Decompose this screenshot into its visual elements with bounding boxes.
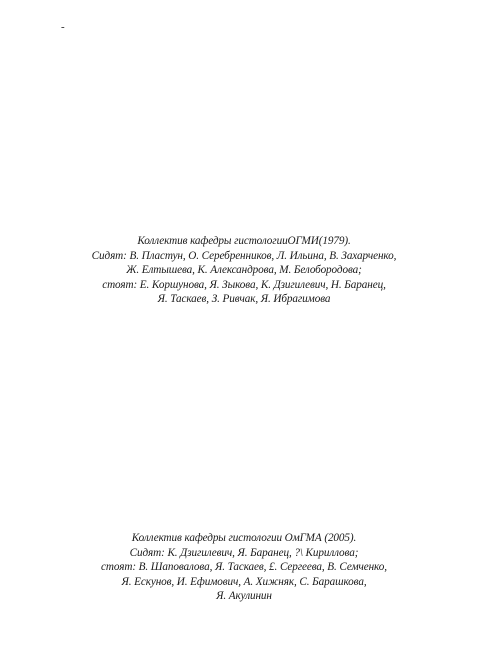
photo-caption-1979 bbox=[0, 234, 488, 307]
caption-line: стоят: Е. Коршунова, Я. Зыкова, К. Дзигилевич, Н. Баранец, bbox=[102, 278, 386, 291]
caption-line: Я. Акулинин bbox=[216, 590, 272, 603]
photo-caption-2005 bbox=[0, 531, 488, 604]
caption-line: Я. Ескунов, И. Ефимович, А. Хижняк, С. Барашкова, bbox=[121, 575, 367, 588]
caption-line: Ж. Елтышева, К. Александрова, М. Белобородова; bbox=[126, 264, 362, 277]
caption-line: Я. Таскаев, З. Ривчак, Я. Ибрагимова bbox=[157, 293, 331, 306]
caption-line: Сидят: К. Дзигилевич, Я. Баранец, ?\ Кириллова; bbox=[129, 546, 359, 559]
caption-title: Коллектив кафедры гистологииОГМИ(1979). bbox=[137, 235, 351, 247]
caption-line: стоят: В. Шаповалова, Я. Таскаев, £. Сергеева, В. Семченко, bbox=[101, 561, 387, 574]
corner-dash-mark: - bbox=[61, 21, 65, 33]
caption-line: Сидят: В. Пластун, О. Серебренников, Л. Ильина, В. Захарченко, bbox=[91, 249, 397, 262]
caption-title: Коллектив кафедры гистологии ОмГМА (2005). bbox=[131, 532, 357, 544]
